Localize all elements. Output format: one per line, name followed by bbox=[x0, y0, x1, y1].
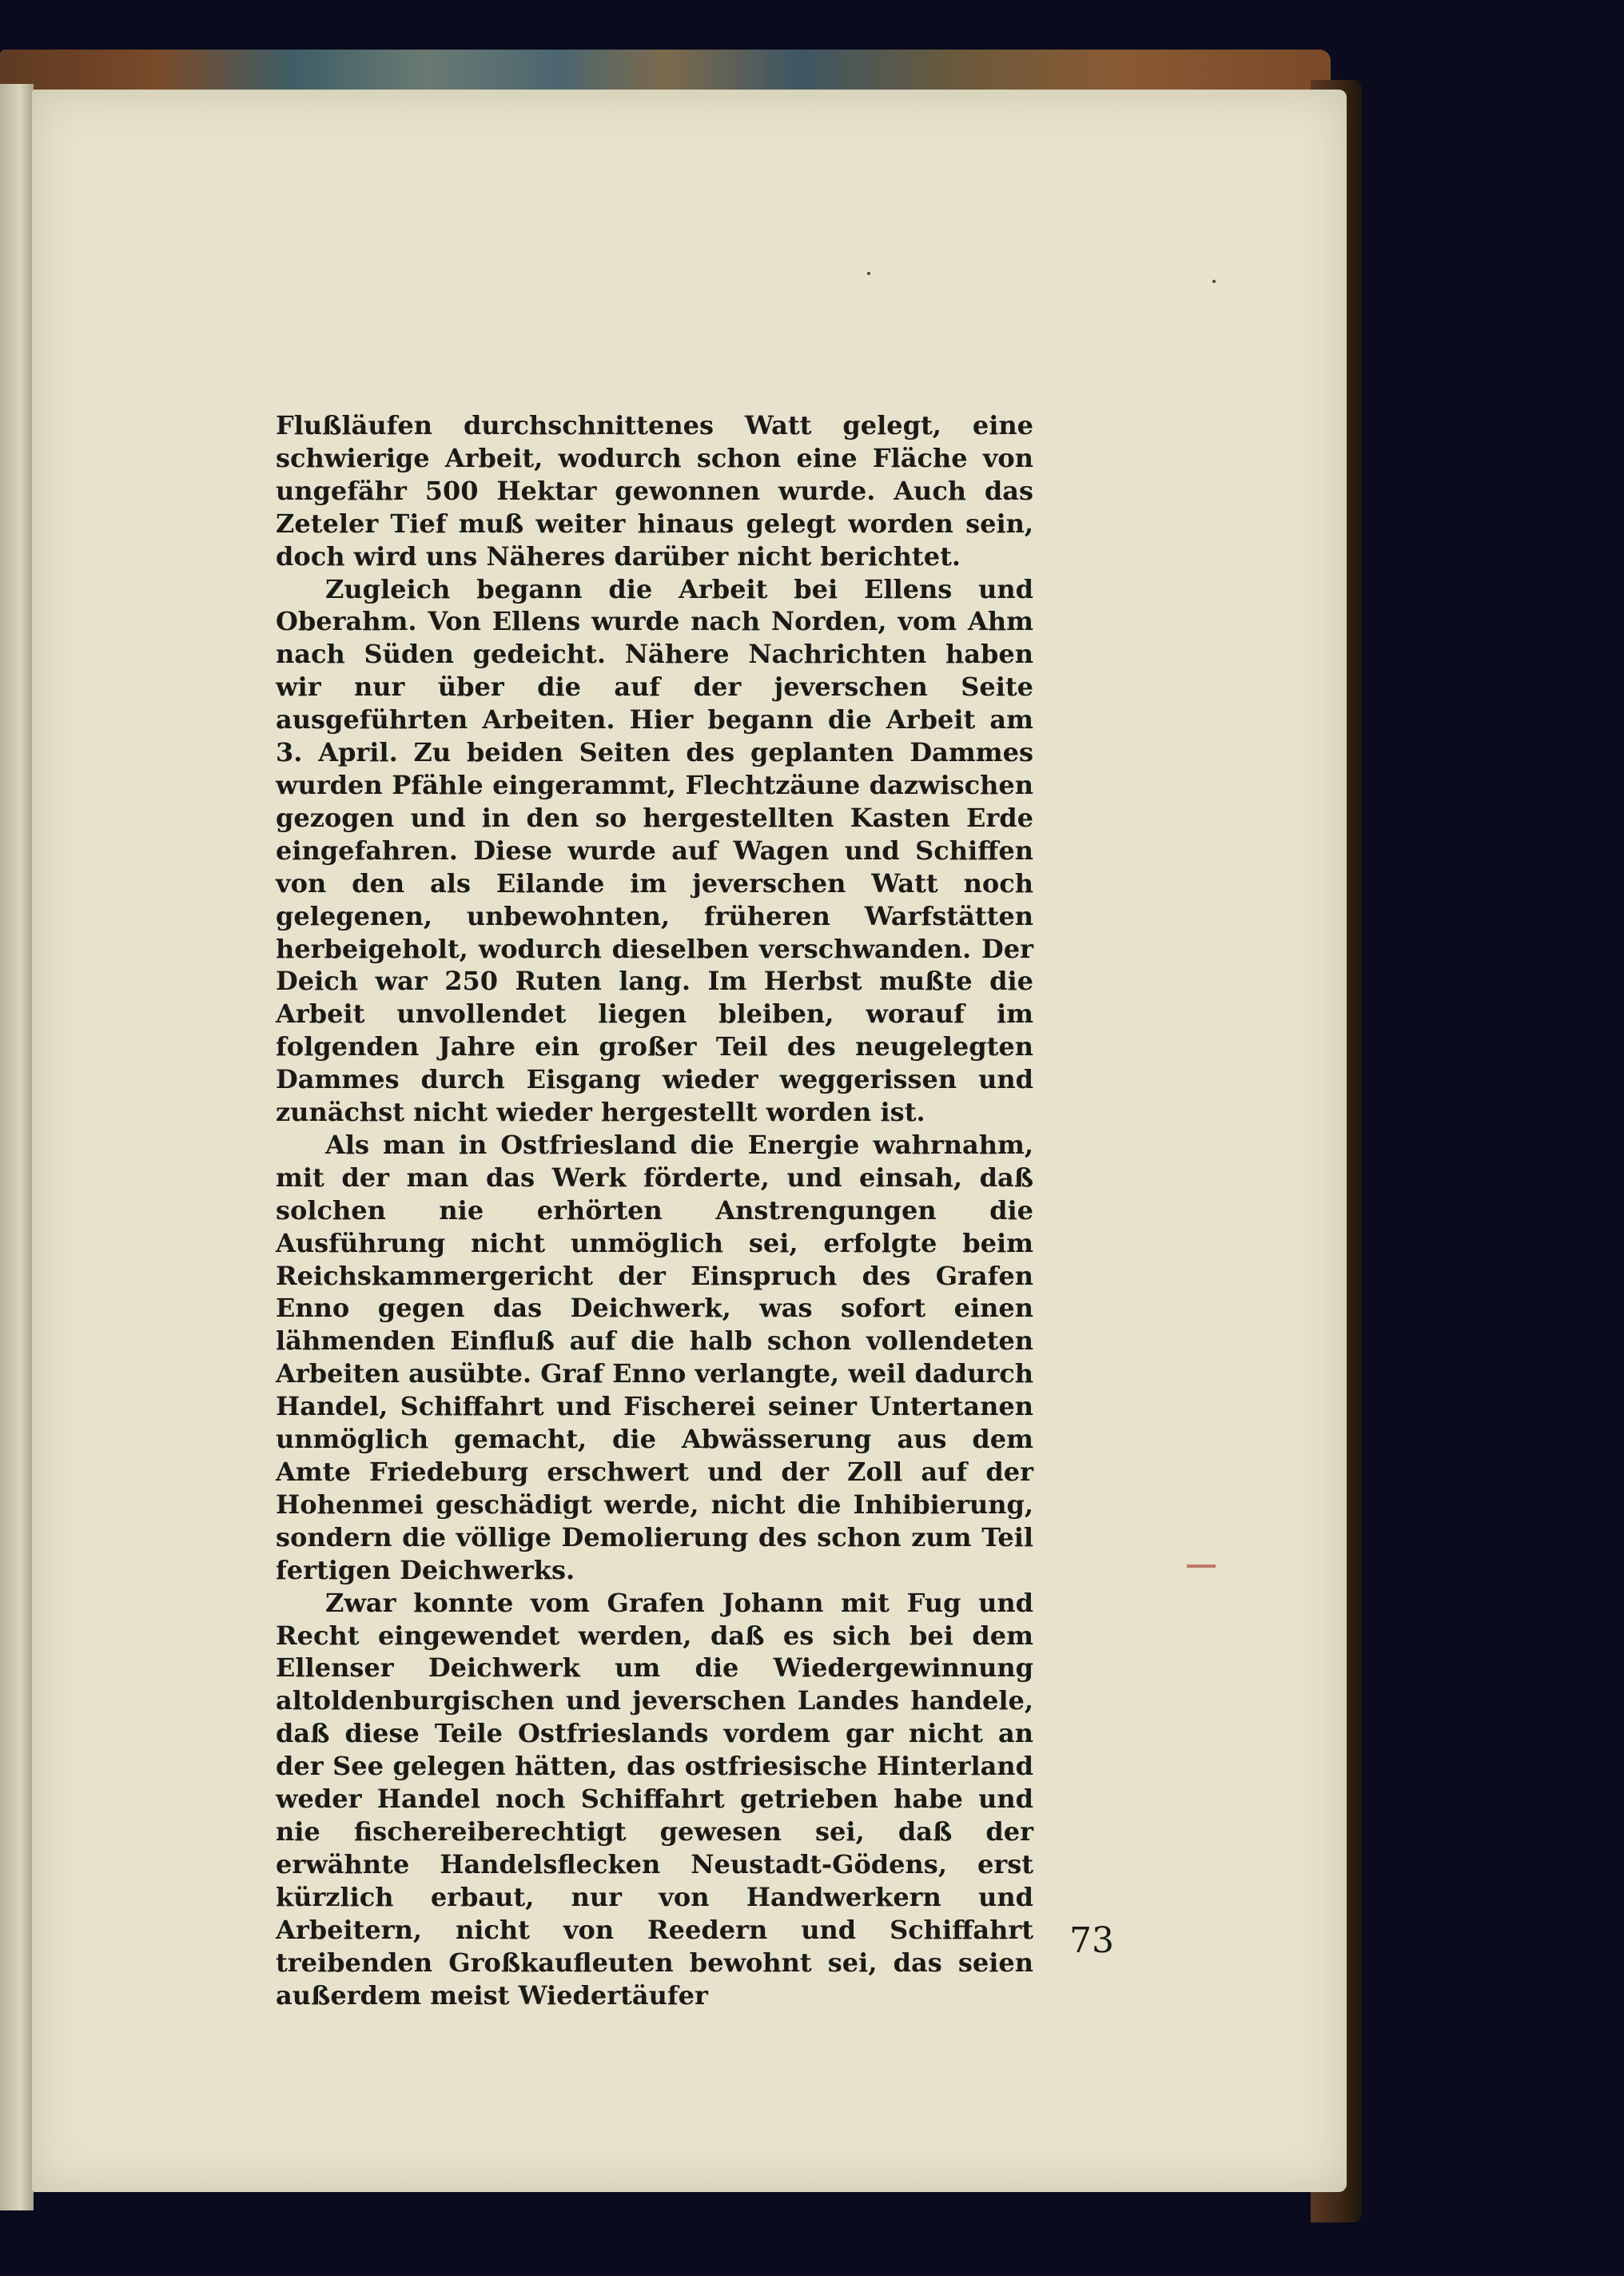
paragraph: Zwar konnte vom Grafen Johann mit Fug und Recht eingewendet werden, daß es sich bei dem Ellenser Deichwerk um die Wiedergewinnung altoldenburgischen und jeverschen Landes handele, daß diese Teile Ostfrieslands vordem gar nicht an der See gelegen hätten, das ostfriesische Hinterland weder Handel noch Schiffahrt getrieben habe und nie fischereiberechtigt gewesen sei, daß der erwähnte Handelsflecken Neustadt-Gödens, erst kürzlich erbaut, nur von Handwerkern und Arbeitern, nicht von Reedern und Schiffahrt treibenden Großkaufleuten bewohnt sei, das seien außerdem meist Wiedertäufer bbox=[276, 1587, 1033, 2011]
book-page bbox=[32, 90, 1347, 2192]
page-number: 73 bbox=[1069, 1920, 1114, 1961]
previous-page-edge bbox=[0, 84, 34, 2210]
book-cover-top-edge bbox=[0, 50, 1331, 94]
paragraph: Flußläufen durchschnittenes Watt gelegt, eine schwierige Arbeit, wodurch schon eine Fläche von ungefähr 500 Hektar gewonnen wurde. Auch das Zeteler Tief muß weiter hinaus gelegt worden sein, doch wird uns Näheres darüber nicht berichtet. bbox=[276, 410, 1033, 572]
red-mark bbox=[1187, 1565, 1216, 1568]
body-text bbox=[276, 409, 1033, 2011]
paragraph: Zugleich begann die Arbeit bei Ellens und Oberahm. Von Ellens wurde nach Norden, vom Ahm nach Süden gedeicht. Nähere Nachrichten haben wir nur über die auf der jeverschen Seite ausgeführten Arbeiten. Hier begann die Arbeit am 3. April. Zu beiden Seiten des geplanten Dammes wurden Pfähle eingerammt, Flechtzäune dazwischen gezogen und in den so hergestellten Kasten Erde eingefahren. Diese wurde auf Wagen und Schiffen von den als Eilande im jeverschen Watt noch gelegenen, unbewohnten, früheren Warfstätten herbeigeholt, wodurch dieselben verschwanden. Der Deich war 250 Ruten lang. Im Herbst mußte die Arbeit unvollendet liegen bleiben, worauf im folgenden Jahre ein großer Teil des neugelegten Dammes durch Eisgang wieder weggerissen und zunächst nicht wieder hergestellt worden ist. bbox=[276, 573, 1033, 1128]
paragraph: Als man in Ostfriesland die Energie wahrnahm, mit der man das Werk förderte, und einsah, daß solchen nie erhörten Anstrengungen die Ausführung nicht unmöglich sei, erfolgte beim Reichskammergericht der Einspruch des Grafen Enno gegen das Deichwerk, was sofort einen lähmenden Einfluß auf die halb schon vollendeten Arbeiten ausübte. Graf Enno verlangte, weil dadurch Handel, Schiffahrt und Fischerei seiner Untertanen unmöglich gemacht, die Abwässerung aus dem Amte Friedeburg erschwert und der Zoll auf der Hohenmei geschädigt werde, nicht die Inhibierung, sondern die völlige Demolierung des schon zum Teil fertigen Deichwerks. bbox=[276, 1129, 1033, 1585]
paper-speck bbox=[1212, 280, 1216, 283]
paper-speck bbox=[867, 272, 870, 275]
